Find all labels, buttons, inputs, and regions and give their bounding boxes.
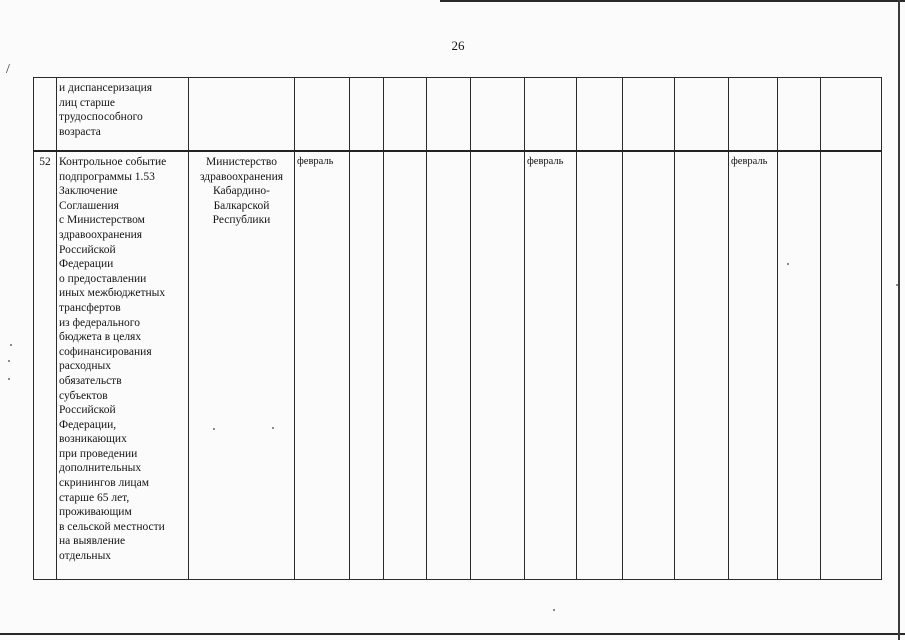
- month-cell: [675, 151, 729, 580]
- month-cell: [427, 151, 471, 580]
- month-cell: февраль: [729, 151, 778, 580]
- event-description-cell: Контрольное событие подпрограммы 1.53 Заключение Соглашения с Министерством здравоохранения Российской Федерации о предоставлении иных межбюджетных трансфертов из федерального бюджета в целях софинансирования расходных обязательств субъектов Российской Федерации, возникающих при проведении дополнительных скринингов лицам старше 65 лет, проживающим в сельской местности на выявление отдельных: [57, 151, 189, 580]
- month-cell: [623, 78, 675, 152]
- executor-cell: Министерство здравоохранения Кабардино- Балкарской Республики: [189, 151, 295, 580]
- scan-speck: [896, 284, 898, 286]
- month-cell: [675, 78, 729, 152]
- month-cell: [350, 78, 384, 152]
- month-cell: [350, 151, 384, 580]
- scan-speck: [8, 378, 10, 380]
- event-description-cell: и диспансеризация лиц старше трудоспособного возраста: [57, 78, 189, 152]
- table-row: [34, 151, 882, 580]
- month-cell: [427, 78, 471, 152]
- row-number-cell: [34, 78, 57, 152]
- month-cell: [821, 151, 882, 580]
- scan-speck: [553, 609, 555, 611]
- month-cell: [384, 151, 427, 580]
- month-cell: [471, 151, 525, 580]
- month-cell: [384, 78, 427, 152]
- executor-cell: [189, 78, 295, 152]
- month-cell: [577, 78, 623, 152]
- month-cell: [471, 78, 525, 152]
- month-cell: [778, 151, 821, 580]
- scan-edge-top: [440, 0, 905, 6]
- month-cell: [577, 151, 623, 580]
- month-cell: [821, 78, 882, 152]
- month-cell: [623, 151, 675, 580]
- month-cell: февраль: [525, 151, 577, 580]
- month-cell: [525, 78, 577, 152]
- table-row: [34, 78, 882, 152]
- scan-edge-right: [898, 0, 903, 640]
- month-cell: [778, 78, 821, 152]
- page-number: 26: [451, 38, 465, 53]
- scan-edge-bottom: [0, 633, 905, 639]
- month-cell: [295, 78, 350, 152]
- month-cell: [729, 78, 778, 152]
- scan-speck: [8, 360, 10, 362]
- row-number-cell: 52: [34, 151, 57, 580]
- month-cell: февраль: [295, 151, 350, 580]
- plan-table: [33, 77, 882, 580]
- scan-speck: [10, 344, 12, 346]
- margin-pen-mark: /: [6, 62, 10, 77]
